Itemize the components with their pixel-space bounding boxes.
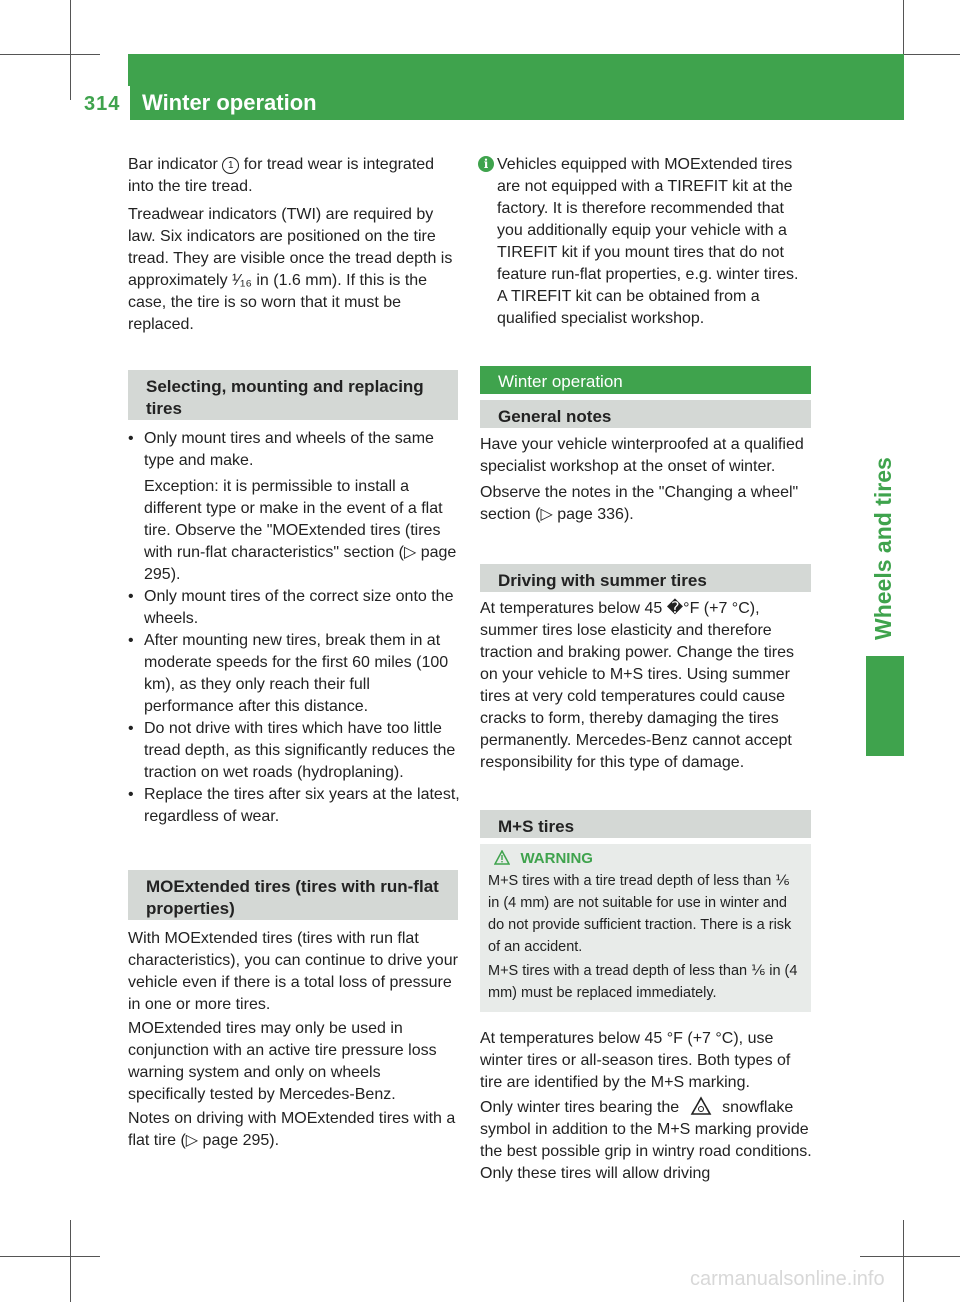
text: Bar indicator <box>128 156 218 173</box>
text: At temperatures below 45 �°F (+7 ‌°C), summer tires lose elasticity and therefore traction and braking power. Change the tires on your vehicle to M+S tires. Using summer tires at very cold temperatures could cause cracks to form, thereby damaging the tires permanently. Mercedes-Benz cannot accept responsibility for this type of damage. <box>480 600 794 771</box>
text: Vehicles equipped with MOExtended tires are not equipped with a TIREFIT kit at the factory. It is therefore recommended that you additionally equip your vehicle with a TIREFIT kit if you mount tires that do not feature run-flat properties, e.g. winter tires. A TIREFIT kit can be obtained from a qualified specialist workshop. <box>497 156 799 327</box>
warning-triangle-icon <box>494 850 510 865</box>
page-number: 314 <box>84 93 121 115</box>
paragraph-bar-indicator <box>128 154 460 198</box>
text: Exception: it is permissible to install a different type or make in the event of a flat tire. Observe the "MOExtended tires (tires with run-flat characteristics" section (▷ page 295). <box>144 478 457 583</box>
text: Have your vehicle winterproofed at a qualified specialist workshop at the onset of winter. <box>480 436 804 475</box>
bullet-list-1 <box>128 428 460 828</box>
text: Only mount tires and wheels of the same type and make. <box>144 430 434 469</box>
heading-text: Selecting, mounting and replacing tires <box>146 377 424 418</box>
warning-box <box>480 844 811 1012</box>
paragraph-general-1 <box>480 434 812 478</box>
text: Observe the notes in the "Changing a wheel" section (▷ page 336). <box>480 484 799 523</box>
crop-mark <box>70 0 71 100</box>
text: MOExtended tires may only be used in conjunction with an active tire pressure loss warning system and only on wheels specifically tested by Mercedes-Benz. <box>128 1020 437 1103</box>
paragraph-twi <box>128 204 460 336</box>
marker-1-icon: 1 <box>222 157 239 174</box>
heading-text: M+S tires <box>498 817 575 836</box>
warning-text: M+S tires with a tire tread depth of less than ⅙ in (4 mm) are not suitable for use in winter and do not provide sufficient traction. There is a risk of an accident. <box>488 873 792 955</box>
list-item: • Do not drive with tires which have too little tread depth, as this significantly reduces the traction on wet roads (hydroplaning). <box>128 720 456 781</box>
warning-title: WARNING <box>520 850 593 867</box>
section-heading-winter <box>480 366 811 394</box>
heading-text: MOExtended tires (tires with run-flat properties) <box>146 877 439 918</box>
text: snowflake symbol in addition to the M+S marking provide the best possible grip in wintry road conditions. Only these tires will allow driving <box>480 1099 812 1182</box>
heading-general-notes <box>480 400 811 428</box>
paragraph-moextended-1 <box>128 928 460 1016</box>
text: Replace the tires after six years at the latest, regardless of wear. <box>144 786 460 825</box>
text: Do not drive with tires which have too little tread depth, as this significantly reduces the traction on wet roads (hydroplaning). <box>144 720 456 781</box>
heading-moextended <box>128 870 458 920</box>
paragraph-ms-2 <box>480 1096 812 1185</box>
info-note <box>478 154 811 330</box>
paragraph-ms-1 <box>480 1028 812 1094</box>
text: With MOExtended tires (tires with run flat characteristics), you can continue to drive your vehicle even if there is a total loss of pressure in one or more tires. <box>128 930 458 1013</box>
heading-text: Driving with summer tires <box>498 571 707 590</box>
paragraph-summer <box>480 598 812 774</box>
heading-text: Winter operation <box>498 372 623 391</box>
heading-text: General notes <box>498 407 612 426</box>
header-divider <box>128 86 130 120</box>
paragraph-moextended-3 <box>128 1108 460 1152</box>
text: At temperatures below 45 ‌°F (+7 ‌°C), use winter tires or all-season tires. Both types of tire are identified by the M+S marking. <box>480 1030 791 1091</box>
side-tab-block <box>866 656 904 756</box>
text: After mounting new tires, break them in at moderate speeds for the first 60 miles (100 km), as they only reach their full performance after this distance. <box>144 632 449 715</box>
page-title: Winter operation <box>142 90 317 115</box>
list-item: • Replace the tires after six years at the latest, regardless of wear. <box>128 786 460 825</box>
watermark: carmanualsonline.info <box>690 1268 885 1290</box>
list-item: • After mounting new tires, break them in at moderate speeds for the first 60 miles (100 km), as they only reach their full performance after this distance. <box>128 632 449 715</box>
text: Only winter tires bearing the <box>480 1099 680 1116</box>
text: for tread wear is integrated into the tire tread. <box>128 156 435 195</box>
crop-mark <box>903 0 904 54</box>
crop-mark <box>860 1256 960 1257</box>
crop-mark <box>0 54 100 55</box>
heading-ms-tires <box>480 810 811 838</box>
heading-selecting <box>128 370 458 420</box>
crop-mark <box>903 1220 904 1302</box>
warning-header <box>494 850 803 868</box>
text: Notes on driving with MOExtended tires with a flat tire (▷ page 295). <box>128 1110 456 1149</box>
info-icon: i <box>478 156 494 172</box>
text: Treadwear indicators (TWI) are required by law. Six indicators are positioned on the tire tread. They are visible once the tread depth is approximately ¹⁄₁₆ in (1.6 mm). If this is the case, the tire is so worn that it must be replaced. <box>128 206 453 333</box>
paragraph-general-2 <box>480 482 812 526</box>
paragraph-moextended-2 <box>128 1018 460 1106</box>
list-item: • Only mount tires of the correct size onto the wheels. <box>128 588 454 627</box>
text: Only mount tires of the correct size onto the wheels. <box>144 588 454 627</box>
warning-text: M+S tires with a tread depth of less than ⅙ in (4 mm) must be replaced immediately. <box>488 963 798 1001</box>
side-tab-label: Wheels and tires <box>870 457 896 640</box>
crop-mark <box>0 1256 100 1257</box>
crop-mark <box>70 1220 71 1302</box>
snowflake-mountain-icon <box>684 1096 718 1116</box>
list-item <box>128 476 460 586</box>
list-item: • Only mount tires and wheels of the same type and make. <box>128 430 434 469</box>
heading-summer-tires <box>480 564 811 592</box>
